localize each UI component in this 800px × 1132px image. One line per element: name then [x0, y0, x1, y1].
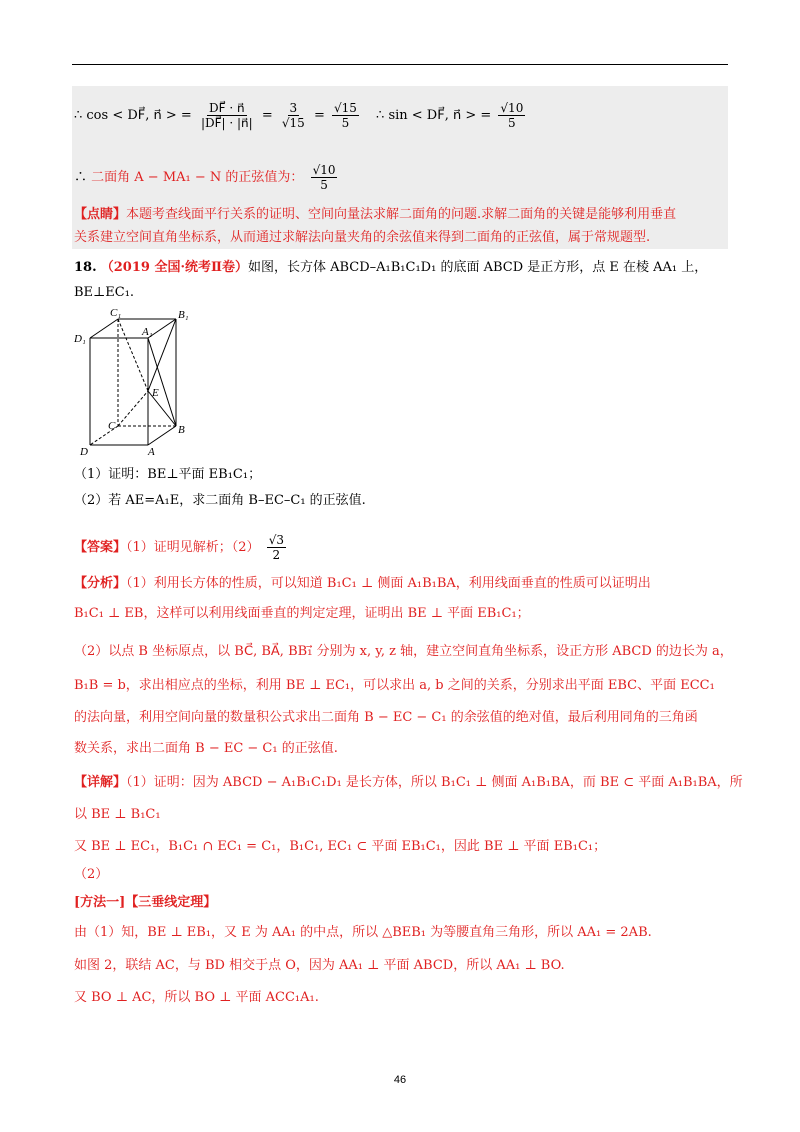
- label-e: E: [152, 387, 159, 399]
- cos-prefix: ∴ cos < DF⃗, n⃗ > =: [74, 108, 192, 123]
- detail-tag: 【详解】: [74, 775, 127, 790]
- fraction-root10-5-result: $\frac{√10}{5}$: [312, 163, 336, 192]
- answer-line: 【答案】（1）证明见解析；（2） $\frac{√3}{2}$: [74, 533, 284, 562]
- analysis-line-3: （2）以点 B 坐标原点，以 BC⃗, BA⃗, BB₁⃗ 分别为 x, y, z 轴，建立空间直角坐标系，设正方形 ABCD 的边长为 a，: [74, 644, 733, 659]
- method-one-heading: [方法一]【三垂线定理】: [74, 895, 217, 910]
- label-c1: C₁: [110, 307, 122, 319]
- label-b: B: [178, 424, 185, 436]
- analysis-line-2: B₁C₁ ⊥ EB，这样可以利用线面垂直的判定定理，证明出 BE ⊥ 平面 EB₁C₁；: [74, 606, 530, 621]
- label-a1: A₁: [142, 326, 153, 338]
- label-b1: B₁: [178, 309, 189, 321]
- detail-line-7: 又 BO ⊥ AC，所以 BO ⊥ 平面 ACC₁A₁.: [74, 990, 319, 1005]
- detail-line-5: 由（1）知，BE ⊥ EB₁，又 E 为 AA₁ 的中点，所以 △BEB₁ 为等腰直角三角形，所以 AA₁ = 2AB.: [74, 925, 652, 940]
- segment-a1-b: [148, 338, 176, 426]
- fraction-root15-5: $\frac{√15}{5}$: [333, 101, 357, 130]
- dianjing-line-2: 关系建立空间直角坐标系，从而通过求解法向量夹角的余弦值来得到二面角的正弦值，属于常规题型.: [74, 230, 651, 245]
- edge-a-b: [148, 426, 176, 445]
- analysis-line-6: 数关系，求出二面角 B − EC − C₁ 的正弦值.: [74, 741, 338, 756]
- analysis-line-1: 【分析】（1）利用长方体的性质，可以知道 B₁C₁ ⊥ 侧面 A₁B₁BA，利用线面垂直的性质可以证明出: [74, 576, 651, 591]
- label-c: C: [108, 420, 116, 432]
- detail-line-4: （2）: [74, 867, 109, 882]
- cuboid-figure: [72, 305, 202, 457]
- problem-source: （2019 全国·统考Ⅱ卷）: [100, 260, 248, 275]
- analysis-line-4: B₁B = b，求出相应点的坐标，利用 BE ⊥ EC₁，可以求出 a, b 之间的关系，分别求出平面 EBC、平面 ECC₁: [74, 678, 715, 693]
- hidden-segment-c-e: [118, 391, 148, 426]
- label-d1: D₁: [74, 333, 86, 345]
- dianjing-line-1: 【点睛】本题考查线面平行关系的证明、空间向量法求解二面角的问题.求解二面角的关键是能够利用垂直: [74, 207, 677, 222]
- page-number: 46: [393, 1074, 407, 1086]
- analysis-line-5: 的法向量，利用空间向量的数量积公式求出二面角 B − EC − C₁ 的余弦值的绝对值，最后利用同角的三角函: [74, 710, 698, 725]
- cos-formula-line: ∴ cos < DF⃗, n⃗ > = $\frac{DF⃗ \cdot n⃗}{|DF⃗| \cdot |n⃗|}$ = $\frac{3}{√15}$ = $\frac{√15}{5}$ ∴ sin < DF⃗, n⃗ > = $\frac{√10}{5}$: [74, 101, 524, 130]
- fraction-root10-5: $\frac{√10}{5}$: [500, 101, 524, 130]
- sine-result-line: [74, 163, 340, 192]
- analysis-tag: 【分析】: [74, 576, 127, 591]
- question-1: （1）证明：BE⊥平面 EB₁C₁；: [74, 467, 262, 482]
- question-2: （2）若 AE=A₁E，求二面角 B–EC–C₁ 的正弦值.: [74, 493, 366, 508]
- fraction-dot-product: $\frac{DF⃗ \cdot n⃗}{|DF⃗| \cdot |n⃗|}$: [200, 101, 253, 130]
- detail-line-1: 【详解】（1）证明：因为 ABCD − A₁B₁C₁D₁ 是长方体，所以 B₁C₁ ⊥ 侧面 A₁B₁BA，而 BE ⊂ 平面 A₁B₁BA，所: [74, 775, 743, 790]
- therefore-symbol: ∴: [74, 170, 88, 185]
- header-rule: [72, 64, 728, 65]
- answer-tag: 【答案】: [74, 540, 127, 555]
- edge-c1-d1: [90, 319, 118, 338]
- detail-line-2: 以 BE ⊥ B₁C₁: [74, 807, 161, 822]
- problem-stem-line-1: 18. （2019 全国·统考Ⅱ卷）如图，长方体 ABCD–A₁B₁C₁D₁ 的底面 ABCD 是正方形，点 E 在棱 AA₁ 上，: [74, 260, 708, 275]
- sine-result-text: 二面角 A − MA₁ − N 的正弦值为：: [91, 170, 304, 185]
- detail-line-3: 又 BE ⊥ EC₁，B₁C₁ ∩ EC₁ = C₁，B₁C₁, EC₁ ⊂ 平面 EB₁C₁，因此 BE ⊥ 平面 EB₁C₁；: [74, 839, 607, 854]
- fraction-root3-2: $\frac{√3}{2}$: [268, 533, 284, 562]
- detail-line-6: 如图 2，联结 AC，与 BD 相交于点 O，因为 AA₁ ⊥ 平面 ABCD，所以 AA₁ ⊥ BO.: [74, 958, 565, 973]
- dianjing-tag: 【点睛】: [74, 207, 127, 222]
- sin-prefix: ∴ sin < DF⃗, n⃗ > =: [376, 108, 492, 123]
- label-a: A: [148, 446, 155, 457]
- problem-stem-line-2: BE⊥EC₁.: [74, 285, 135, 300]
- fraction-3-root15: $\frac{3}{√15}$: [281, 101, 305, 130]
- label-d: D: [80, 446, 88, 457]
- problem-number: 18.: [74, 260, 97, 275]
